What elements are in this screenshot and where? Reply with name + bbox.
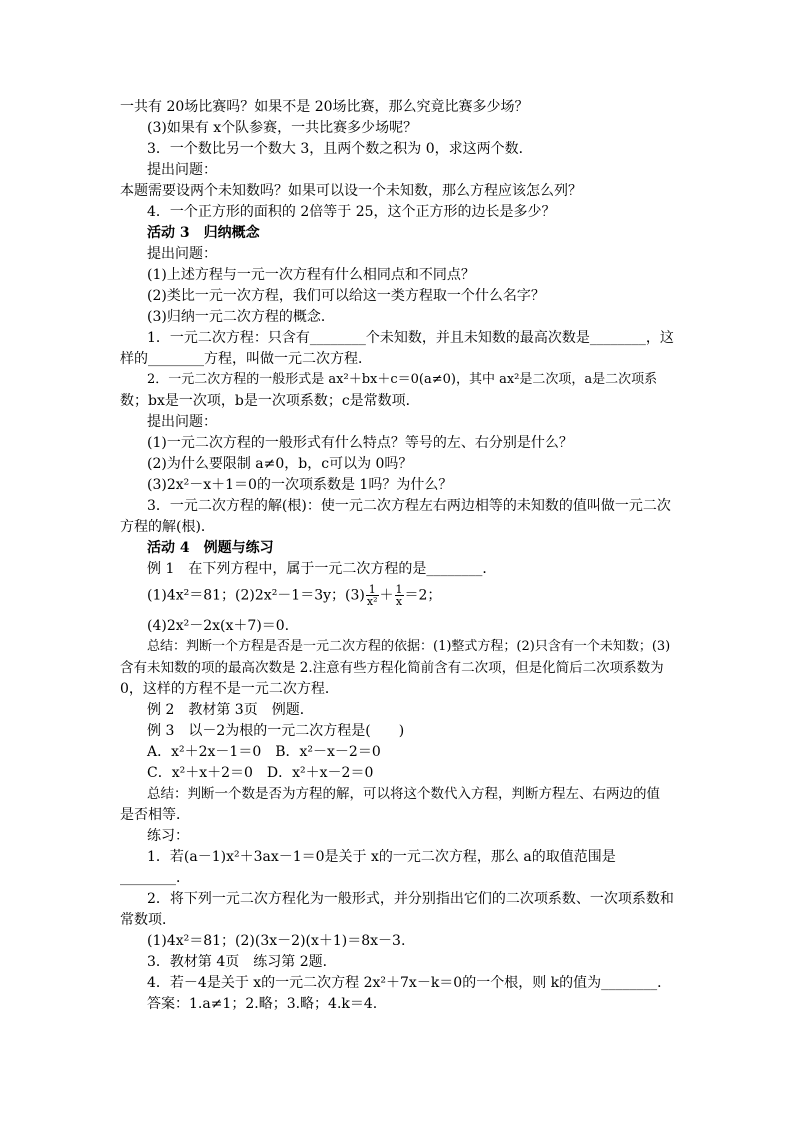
equation-line	[147, 584, 441, 607]
text-line: (1)4x²＝81；(2)(3x－2)(x＋1)＝8x－3.	[147, 933, 406, 949]
fraction-numerator: 1	[395, 583, 403, 596]
text-line: 总结：判断一个方程是否是一元二次方程的依据：(1)整式方程；(2)只含有一个未知数；(3)	[147, 639, 671, 654]
text-line: (3)如果有 x个队参赛，一共比赛多少场呢？	[147, 120, 418, 136]
fraction-numerator: 1	[366, 584, 379, 596]
equation-text: (1)4x²＝81；(2)2x²－1＝3y；(3)	[147, 587, 365, 604]
text-line: 3．一元二次方程的解(根)：使一元二次方程左右两边相等的未知数的值叫做一元二次	[147, 498, 671, 514]
text-line: (1)上述方程与一元一次方程有什么相同点和不同点？	[147, 267, 475, 283]
text-line: 例 3 以－2为根的一元二次方程是( )	[147, 723, 405, 739]
text-line: 3．教材第 4页 练习第 2题．	[147, 954, 337, 970]
fraction	[366, 584, 379, 607]
text-line: 本题需要设两个未知数吗？如果可以设一个未知数，那么方程应该怎么列？	[120, 183, 582, 199]
text-line: 提出问题：	[147, 414, 217, 430]
equation-text: ＝2；	[404, 587, 442, 604]
text-line: 0，这样的方程不是一元二次方程．	[120, 681, 339, 697]
text-line: 2．一元二次方程的一般形式是 ax²＋bx＋c＝0(a≠0)，其中 ax²是二次项，a是二次项系	[147, 372, 658, 387]
fraction	[395, 584, 404, 607]
text-line: 提出问题：	[147, 162, 217, 178]
text-line: 方程的解(根)．	[120, 519, 215, 535]
text-line: 2．将下列一元二次方程化为一般形式，并分别指出它们的二次项系数、一次项系数和	[147, 891, 674, 907]
text-line: 一共有 20场比赛吗？如果不是 20场比赛，那么究竟比赛多少场？	[120, 99, 529, 115]
text-line: 4．若－4是关于 x的一元二次方程 2x²＋7x－k＝0的一个根，则 k的值为________．	[147, 975, 672, 991]
fraction-denominator: x	[395, 595, 403, 608]
text-line: 数；bx是一次项，b是一次项系数；c是常数项．	[120, 393, 420, 409]
section-heading: 活动 4 例题与练习	[147, 540, 274, 556]
fraction-denominator: x²	[366, 595, 378, 608]
text-line: (2)为什么要限制 a≠0，b，c可以为 0吗？	[147, 456, 413, 472]
text-line: 是否相等．	[120, 807, 190, 823]
option-line: C．x²＋x＋2＝0 D．x²＋x－2＝0	[147, 765, 374, 781]
text-line: 练习：	[147, 828, 189, 844]
text-line: (1)一元二次方程的一般形式有什么特点？等号的左、右分别是什么？	[147, 435, 573, 451]
text-line: 例 1 在下列方程中，属于一元二次方程的是________．	[147, 561, 497, 577]
text-line: (4)2x²－2x(x＋7)＝0.	[147, 618, 290, 634]
plus-sign: ＋	[379, 587, 394, 604]
text-line: (3)2x²－x＋1＝0的一次项系数是 1吗？为什么？	[147, 477, 453, 493]
option-line: A．x²＋2x－1＝0 B．x²－x－2＝0	[147, 744, 381, 760]
answer-line: 答案：1.a≠1；2.略；3.略；4.k＝4.	[147, 996, 378, 1012]
text-line: 1．一元二次方程：只含有________个未知数，并且未知数的最高次数是________，这	[147, 330, 674, 346]
text-line: (2)类比一元一次方程，我们可以给这一类方程取一个什么名字？	[147, 288, 545, 304]
text-line: 含有未知数的项的最高次数是 2.注意有些方程化简前含有二次项，但是化简后二次项系数为	[120, 660, 664, 676]
text-line: 例 2 教材第 3页 例题．	[147, 702, 314, 718]
text-line: 提出问题：	[147, 246, 217, 262]
text-line: 1．若(a－1)x²＋3ax－1＝0是关于 x的一元二次方程，那么 a的取值范围是	[147, 849, 616, 865]
text-line: ________．	[120, 870, 190, 886]
text-line: (3)归纳一元二次方程的概念．	[147, 309, 335, 325]
text-line: 样的________方程，叫做一元二次方程．	[120, 351, 372, 367]
text-line: 4．一个正方形的面积的 2倍等于 25，这个正方形的边长是多少？	[147, 204, 556, 220]
text-line: 总结：判断一个数是否为方程的解，可以将这个数代入方程，判断方程左、右两边的值	[147, 786, 660, 802]
section-heading: 活动 3 归纳概念	[147, 225, 260, 241]
text-line: 3．一个数比另一个数大 3，且两个数之积为 0，求这两个数．	[147, 141, 533, 157]
text-line: 常数项．	[120, 912, 176, 928]
